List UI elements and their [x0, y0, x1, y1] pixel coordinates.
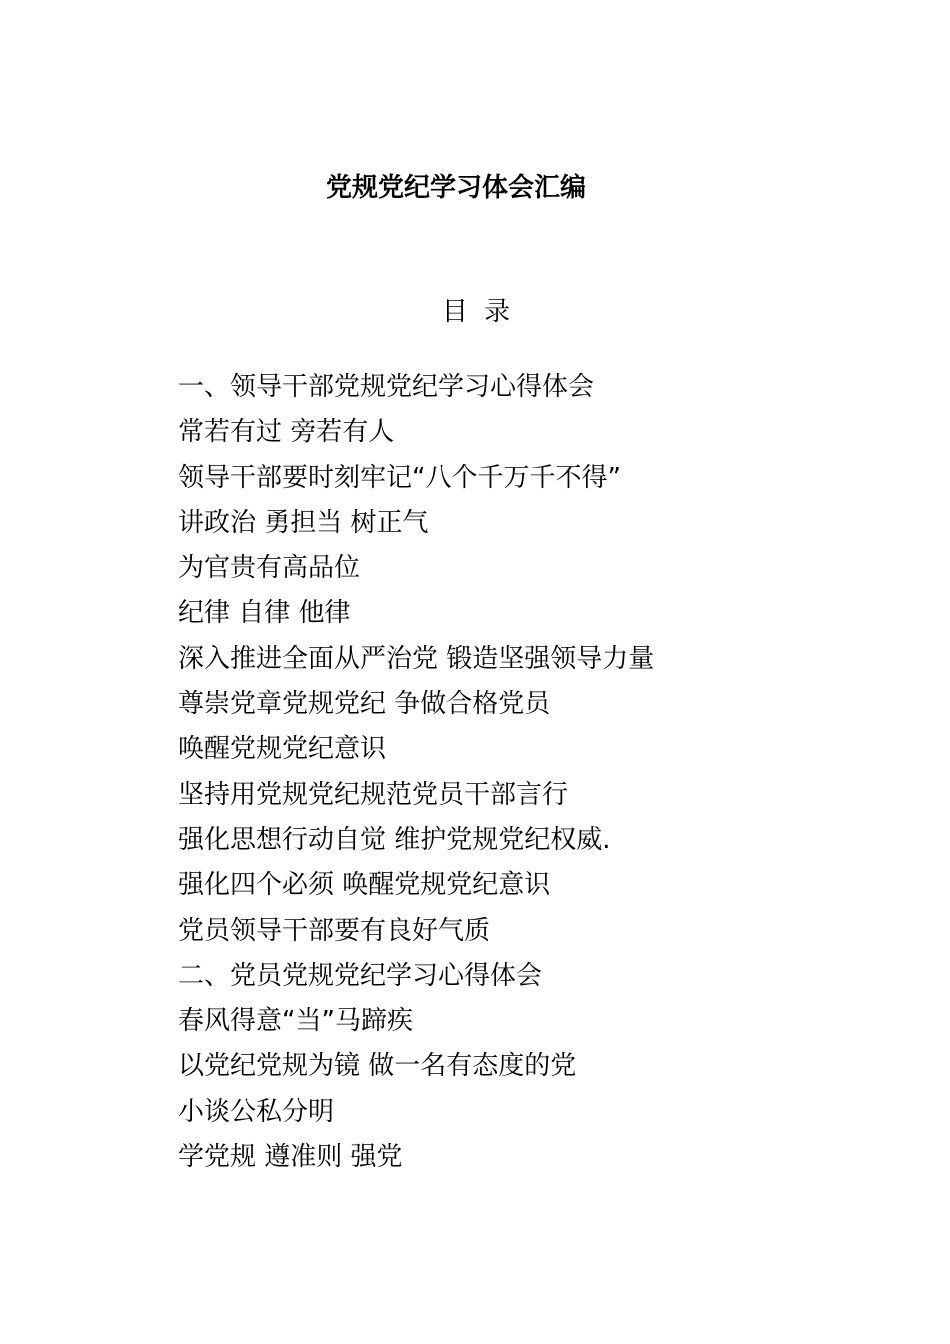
toc-item: 强化四个必须 唤醒党规党纪意识 — [178, 870, 551, 901]
toc-item: 春风得意“当”马蹄疾 — [178, 1006, 413, 1037]
toc-item: 坚持用党规党纪规范党员干部言行 — [178, 779, 569, 810]
toc-item: 领导干部要时刻牢记“八个千万千不得” — [178, 462, 621, 493]
toc-list — [178, 365, 654, 1180]
toc-item: 党员领导干部要有良好气质 — [178, 915, 491, 946]
toc-item: 为官贵有高品位 — [178, 553, 361, 584]
toc-item: 二、党员党规党纪学习心得体会 — [178, 960, 543, 991]
toc-item: 尊崇党章党规党纪 争做合格党员 — [178, 689, 551, 720]
toc-item: 唤醒党规党纪意识 — [178, 734, 387, 765]
toc-item: 学党规 遵准则 强党 — [178, 1142, 403, 1173]
toc-item: 深入推进全面从严治党 锻造坚强领导力量 — [178, 643, 655, 674]
document-title: 党规党纪学习体会汇编 — [325, 173, 586, 203]
toc-heading: 目 录 — [441, 297, 515, 327]
toc-item: 以党纪党规为镜 做一名有态度的党 — [178, 1051, 577, 1082]
toc-item: 小谈公私分明 — [178, 1096, 335, 1127]
toc-item: 一、领导干部党规党纪学习心得体会 — [178, 372, 595, 402]
toc-item: 强化思想行动自觉 维护党规党纪权威. — [178, 824, 611, 855]
toc-item: 讲政治 勇担当 树正气 — [178, 507, 429, 538]
toc-item: 纪律 自律 他律 — [178, 598, 351, 629]
toc-item: 常若有过 旁若有人 — [178, 417, 395, 448]
